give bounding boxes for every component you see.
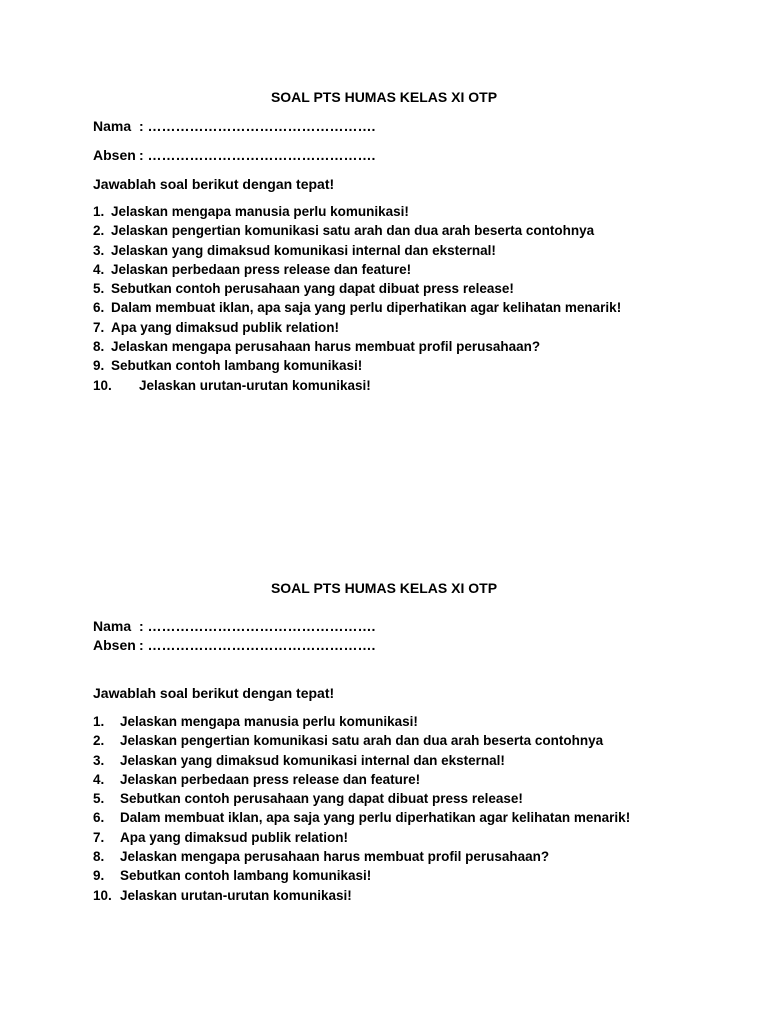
question-item	[93, 260, 621, 279]
name-label: Nama	[93, 118, 132, 134]
section-1-instruction: Jawablah soal berikut dengan tepat!	[93, 176, 335, 192]
absen-label: Absen	[93, 637, 136, 653]
question-number: 9.	[93, 868, 105, 884]
question-item	[93, 712, 630, 731]
question-text: Jelaskan mengapa perusahaan harus membuat profil perusahaan?	[120, 849, 550, 865]
section-2-instruction: Jawablah soal berikut dengan tepat!	[93, 685, 335, 701]
question-number: 7.	[93, 829, 105, 845]
question-number: 9.	[93, 358, 105, 374]
question-item	[93, 356, 621, 375]
question-item	[93, 731, 630, 750]
question-text: Sebutkan contoh lambang komunikasi!	[111, 358, 363, 374]
question-text: Jelaskan urutan-urutan komunikasi!	[120, 887, 352, 903]
question-item	[93, 789, 630, 808]
question-text: Jelaskan pengertian komunikasi satu arah dan dua arah beserta contohnya	[120, 733, 604, 749]
question-item	[93, 808, 630, 827]
question-item	[93, 376, 621, 395]
absen-label: Absen	[93, 147, 136, 163]
question-number: 5.	[93, 791, 105, 807]
question-item	[93, 318, 621, 337]
question-text: Jelaskan mengapa perusahaan harus membuat profil perusahaan?	[111, 339, 541, 355]
question-number: 3.	[93, 752, 105, 768]
absen-blank: : ………………………………………….	[139, 147, 376, 163]
question-text: Sebutkan contoh perusahaan yang dapat dibuat press release!	[120, 791, 523, 807]
section-1-absen-field	[93, 146, 375, 164]
question-number: 6.	[93, 300, 105, 316]
section-2-name-field	[93, 617, 375, 635]
question-number: 8.	[93, 339, 105, 355]
question-item	[93, 279, 621, 298]
question-number: 4.	[93, 771, 105, 787]
question-text: Sebutkan contoh perusahaan yang dapat dibuat press release!	[111, 281, 514, 297]
section-2-title: SOAL PTS HUMAS KELAS XI OTP	[270, 580, 498, 596]
question-item	[93, 202, 621, 221]
question-item	[93, 337, 621, 356]
question-item	[93, 751, 630, 770]
section-2-question-list	[93, 712, 630, 905]
question-text: Apa yang dimaksud publik relation!	[111, 319, 340, 335]
question-item	[93, 241, 621, 260]
section-2-absen-field	[93, 636, 375, 654]
question-number: 5.	[93, 281, 105, 297]
question-text: Jelaskan yang dimaksud komunikasi internal dan eksternal!	[120, 752, 505, 768]
question-item	[93, 828, 630, 847]
question-item	[93, 847, 630, 866]
question-item	[93, 886, 630, 905]
question-number: 10.	[93, 887, 112, 903]
question-text: Jelaskan urutan-urutan komunikasi!	[139, 377, 371, 393]
question-number: 2.	[93, 223, 105, 239]
question-item	[93, 298, 621, 317]
question-number: 4.	[93, 261, 105, 277]
question-text: Sebutkan contoh lambang komunikasi!	[120, 868, 372, 884]
question-text: Jelaskan mengapa manusia perlu komunikasi!	[111, 204, 409, 219]
name-blank: : ………………………………………….	[139, 118, 376, 134]
question-text: Jelaskan pengertian komunikasi satu arah dan dua arah beserta contohnya	[111, 223, 595, 239]
name-label: Nama	[93, 618, 132, 634]
question-number: 1.	[93, 204, 105, 219]
section-1-name-field	[93, 117, 375, 135]
question-number: 2.	[93, 733, 105, 749]
question-number: 3.	[93, 242, 105, 258]
question-number: 8.	[93, 849, 105, 865]
question-text: Dalam membuat iklan, apa saja yang perlu diperhatikan agar kelihatan menarik!	[120, 810, 631, 826]
question-number: 10.	[93, 377, 112, 393]
question-item	[93, 770, 630, 789]
question-item	[93, 866, 630, 885]
question-text: Jelaskan mengapa manusia perlu komunikasi!	[120, 714, 418, 729]
question-number: 7.	[93, 319, 105, 335]
question-text: Jelaskan perbedaan press release dan feature!	[120, 771, 421, 787]
section-1-question-list	[93, 202, 621, 395]
question-text: Jelaskan perbedaan press release dan feature!	[111, 261, 412, 277]
section-1-title: SOAL PTS HUMAS KELAS XI OTP	[270, 89, 498, 105]
question-text: Dalam membuat iklan, apa saja yang perlu diperhatikan agar kelihatan menarik!	[111, 300, 622, 316]
question-number: 6.	[93, 810, 105, 826]
absen-blank: : ………………………………………….	[139, 637, 376, 653]
question-text: Apa yang dimaksud publik relation!	[120, 829, 349, 845]
question-item	[93, 221, 621, 240]
name-blank: : ………………………………………….	[139, 618, 376, 634]
question-number: 1.	[93, 714, 105, 729]
question-text: Jelaskan yang dimaksud komunikasi internal dan eksternal!	[111, 242, 496, 258]
